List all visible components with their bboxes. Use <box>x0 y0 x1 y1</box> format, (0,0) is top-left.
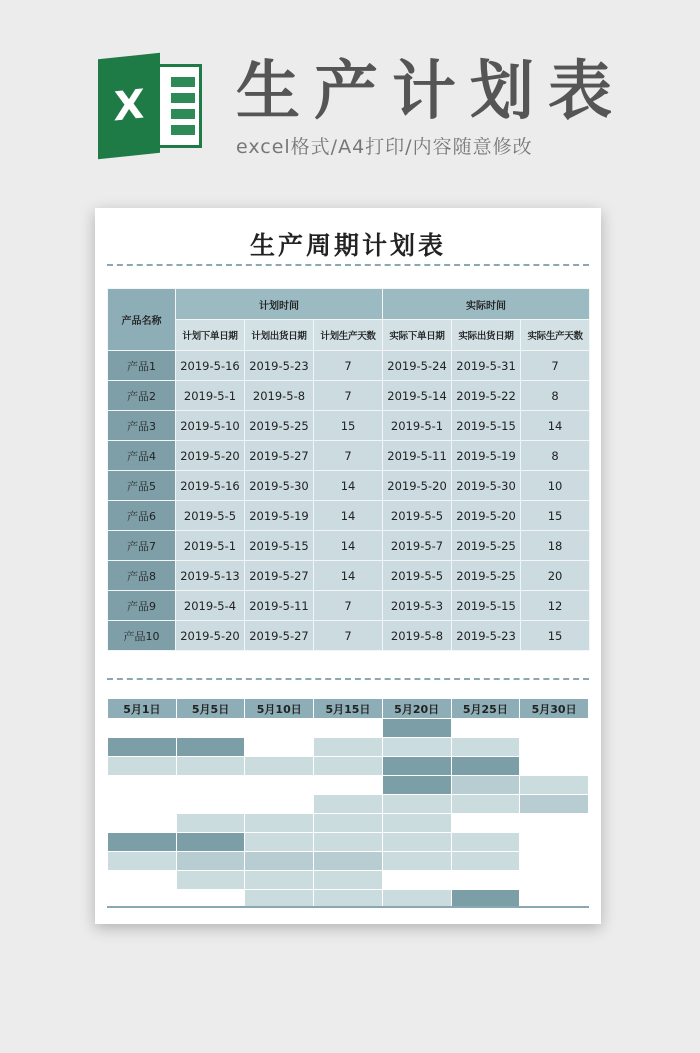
timeline-cell <box>108 738 177 757</box>
timeline-cell <box>108 795 177 814</box>
table-cell: 15 <box>314 411 383 441</box>
timeline-date-header: 5月5日 <box>176 699 245 719</box>
timeline-cell <box>451 871 520 890</box>
table-cell: 2019-5-1 <box>176 381 245 411</box>
table-row <box>108 531 590 561</box>
timeline-cell <box>245 776 314 795</box>
column-header: 实际出货日期 <box>452 320 521 351</box>
table-cell: 20 <box>521 561 590 591</box>
table-cell: 2019-5-15 <box>452 411 521 441</box>
timeline-cell <box>245 719 314 738</box>
table-cell: 7 <box>521 351 590 381</box>
timeline-date-header: 5月10日 <box>245 699 314 719</box>
timeline-cell <box>176 833 245 852</box>
timeline-cell <box>451 719 520 738</box>
table-cell: 2019-5-16 <box>176 351 245 381</box>
table-cell: 2019-5-3 <box>383 591 452 621</box>
table-row <box>108 351 590 381</box>
timeline-cell <box>314 852 383 871</box>
table-cell: 2019-5-25 <box>452 561 521 591</box>
table-cell: 7 <box>314 351 383 381</box>
table-cell: 2019-5-19 <box>245 501 314 531</box>
product-name-cell: 产品7 <box>108 531 176 561</box>
timeline-cell <box>108 776 177 795</box>
table-row <box>108 621 590 651</box>
timeline-cell <box>451 814 520 833</box>
table-cell: 2019-5-20 <box>176 441 245 471</box>
timeline-cell <box>451 757 520 776</box>
timeline-cell <box>382 757 451 776</box>
table-cell: 14 <box>314 471 383 501</box>
table-cell: 2019-5-1 <box>176 531 245 561</box>
table-row <box>108 411 590 441</box>
banner-subtitle: excel格式/A4打印/内容随意修改 <box>236 136 533 158</box>
timeline-cell <box>520 738 589 757</box>
timeline-cell <box>176 871 245 890</box>
timeline-cell <box>314 738 383 757</box>
timeline-cell <box>176 776 245 795</box>
table-cell: 14 <box>521 411 590 441</box>
table-cell: 2019-5-30 <box>452 471 521 501</box>
timeline-cell <box>382 738 451 757</box>
timeline-row <box>108 871 589 890</box>
timeline-cell <box>314 776 383 795</box>
timeline-cell <box>108 757 177 776</box>
timeline-cell <box>245 738 314 757</box>
timeline-cell <box>520 776 589 795</box>
product-name-header: 产品名称 <box>108 289 176 351</box>
timeline-row <box>108 738 589 757</box>
product-name-cell: 产品10 <box>108 621 176 651</box>
table-cell: 2019-5-27 <box>245 441 314 471</box>
timeline-cell <box>314 814 383 833</box>
table-cell: 14 <box>314 501 383 531</box>
table-cell: 2019-5-27 <box>245 561 314 591</box>
timeline-cell <box>451 738 520 757</box>
table-cell: 8 <box>521 381 590 411</box>
table-cell: 2019-5-23 <box>452 621 521 651</box>
product-name-cell: 产品1 <box>108 351 176 381</box>
timeline-cell <box>245 833 314 852</box>
timeline-cell <box>314 833 383 852</box>
timeline-cell <box>451 795 520 814</box>
timeline-row <box>108 719 589 738</box>
timeline-cell <box>176 852 245 871</box>
timeline-cell <box>520 795 589 814</box>
timeline-cell <box>245 814 314 833</box>
timeline-cell <box>108 871 177 890</box>
timeline-cell <box>520 814 589 833</box>
table-cell: 2019-5-31 <box>452 351 521 381</box>
actual-time-header: 实际时间 <box>383 289 590 320</box>
timeline-cell <box>245 852 314 871</box>
table-cell: 2019-5-14 <box>383 381 452 411</box>
timeline-cell <box>520 719 589 738</box>
product-name-cell: 产品5 <box>108 471 176 501</box>
timeline-cell <box>382 814 451 833</box>
timeline-cell <box>314 757 383 776</box>
timeline-row <box>108 757 589 776</box>
table-cell: 2019-5-11 <box>245 591 314 621</box>
timeline-cell <box>314 719 383 738</box>
timeline-date-header: 5月30日 <box>520 699 589 719</box>
timeline-cell <box>382 776 451 795</box>
table-cell: 2019-5-20 <box>176 621 245 651</box>
table-cell: 2019-5-13 <box>176 561 245 591</box>
timeline-date-header: 5月20日 <box>382 699 451 719</box>
table-cell: 2019-5-5 <box>383 501 452 531</box>
section-divider <box>107 678 589 680</box>
excel-x-tile: X <box>98 53 160 160</box>
column-header: 实际下单日期 <box>383 320 452 351</box>
grid-bottom-border <box>107 906 589 908</box>
timeline-cell <box>245 795 314 814</box>
schedule-table <box>107 288 590 651</box>
timeline-cell <box>108 833 177 852</box>
table-cell: 2019-5-15 <box>245 531 314 561</box>
table-cell: 10 <box>521 471 590 501</box>
table-row <box>108 591 590 621</box>
table-cell: 15 <box>521 501 590 531</box>
timeline-cell <box>382 871 451 890</box>
column-header: 计划下单日期 <box>176 320 245 351</box>
timeline-cell <box>108 814 177 833</box>
table-cell: 2019-5-22 <box>452 381 521 411</box>
column-header: 计划生产天数 <box>314 320 383 351</box>
table-cell: 15 <box>521 621 590 651</box>
column-header: 实际生产天数 <box>521 320 590 351</box>
table-cell: 2019-5-25 <box>452 531 521 561</box>
product-name-cell: 产品3 <box>108 411 176 441</box>
timeline-cell <box>382 795 451 814</box>
timeline-cell <box>451 776 520 795</box>
table-cell: 2019-5-8 <box>383 621 452 651</box>
banner-title: 生产计划表 <box>236 55 626 129</box>
table-row <box>108 381 590 411</box>
timeline-row <box>108 776 589 795</box>
table-cell: 14 <box>314 561 383 591</box>
table-cell: 7 <box>314 591 383 621</box>
table-cell: 7 <box>314 621 383 651</box>
timeline-cell <box>382 833 451 852</box>
table-cell: 2019-5-15 <box>452 591 521 621</box>
timeline-cell <box>176 719 245 738</box>
table-row <box>108 441 590 471</box>
timeline-cell <box>176 757 245 776</box>
product-name-cell: 产品6 <box>108 501 176 531</box>
table-cell: 2019-5-5 <box>383 561 452 591</box>
table-cell: 2019-5-1 <box>383 411 452 441</box>
table-row <box>108 501 590 531</box>
table-cell: 14 <box>314 531 383 561</box>
timeline-cell <box>176 738 245 757</box>
table-cell: 12 <box>521 591 590 621</box>
table-cell: 7 <box>314 381 383 411</box>
table-cell: 2019-5-23 <box>245 351 314 381</box>
timeline-date-header: 5月1日 <box>108 699 177 719</box>
timeline-cell <box>245 871 314 890</box>
timeline-row <box>108 795 589 814</box>
timeline-row <box>108 814 589 833</box>
table-cell: 2019-5-25 <box>245 411 314 441</box>
timeline-date-header: 5月15日 <box>314 699 383 719</box>
timeline-cell <box>451 833 520 852</box>
table-cell: 2019-5-7 <box>383 531 452 561</box>
planned-time-header: 计划时间 <box>176 289 383 320</box>
product-name-cell: 产品8 <box>108 561 176 591</box>
table-cell: 2019-5-20 <box>383 471 452 501</box>
table-cell: 2019-5-5 <box>176 501 245 531</box>
table-cell: 2019-5-30 <box>245 471 314 501</box>
timeline-cell <box>314 795 383 814</box>
table-cell: 2019-5-11 <box>383 441 452 471</box>
timeline-cell <box>314 871 383 890</box>
table-cell: 2019-5-10 <box>176 411 245 441</box>
table-cell: 2019-5-8 <box>245 381 314 411</box>
timeline-cell <box>108 719 177 738</box>
title-divider <box>107 264 589 266</box>
table-row <box>108 471 590 501</box>
timeline-cell <box>382 719 451 738</box>
timeline-row <box>108 852 589 871</box>
timeline-grid <box>107 698 589 909</box>
table-cell: 7 <box>314 441 383 471</box>
table-cell: 2019-5-24 <box>383 351 452 381</box>
column-header: 计划出货日期 <box>245 320 314 351</box>
timeline-cell <box>108 852 177 871</box>
table-cell: 2019-5-16 <box>176 471 245 501</box>
table-cell: 2019-5-27 <box>245 621 314 651</box>
table-cell: 2019-5-19 <box>452 441 521 471</box>
table-cell: 18 <box>521 531 590 561</box>
document-page <box>95 208 601 924</box>
document-title: 生产周期计划表 <box>249 231 446 260</box>
timeline-cell <box>176 814 245 833</box>
table-cell: 2019-5-20 <box>452 501 521 531</box>
timeline-cell <box>520 852 589 871</box>
timeline-cell <box>451 852 520 871</box>
product-name-cell: 产品2 <box>108 381 176 411</box>
product-name-cell: 产品9 <box>108 591 176 621</box>
timeline-cell <box>382 852 451 871</box>
timeline-cell <box>176 795 245 814</box>
timeline-date-header: 5月25日 <box>451 699 520 719</box>
table-cell: 8 <box>521 441 590 471</box>
product-name-cell: 产品4 <box>108 441 176 471</box>
timeline-cell <box>520 871 589 890</box>
timeline-cell <box>520 757 589 776</box>
timeline-cell <box>520 833 589 852</box>
timeline-row <box>108 833 589 852</box>
table-cell: 2019-5-4 <box>176 591 245 621</box>
excel-logo-icon <box>98 56 208 156</box>
table-row <box>108 561 590 591</box>
timeline-cell <box>245 757 314 776</box>
